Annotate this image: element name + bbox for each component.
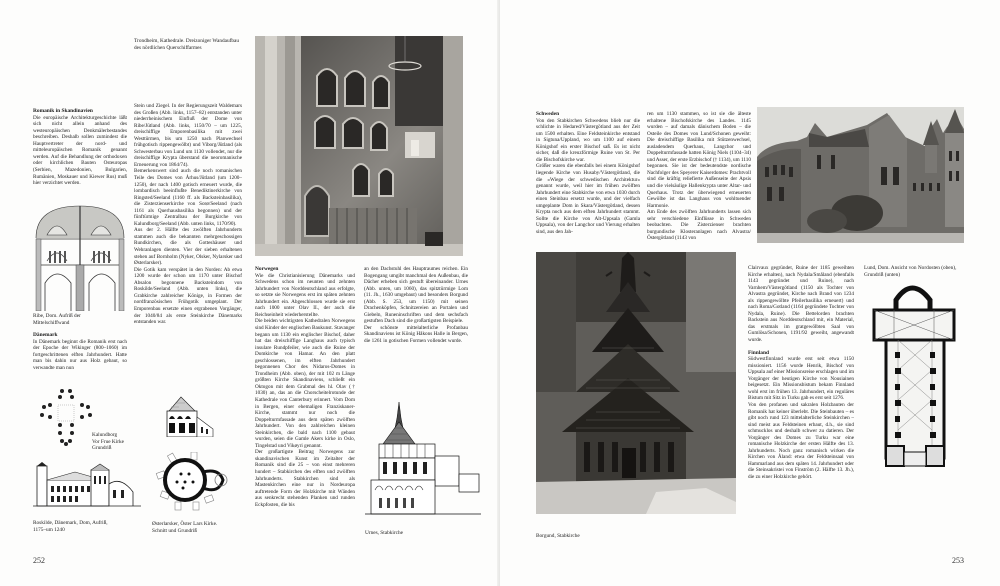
col2-paragraph-4: Die Gotik kam verspätet in den Norden: Ab etwa 1200 wurde der schon um 1170 unter Bischof Absalon begonnene Backsteindom von Roskilde/Seeland (Abb. unten links), die Grabkirche zahlreicher Könige, in Formen der nordfranzösischen Frühgotik umgeplant. Der Emporenbau ersetzte einen ergrabenen Vorgänger, der 1040/84 als erste Steinkirche Dänemarks entstanden war.: [134, 266, 242, 326]
col4-paragraph-2: Der schönste mittelalterliche Profanbau Skandinaviens ist König Håkons Halle in Bergen, die 1261 in gotischen Formen vollendet wurde.: [364, 324, 468, 345]
daenemark-text: In Dänemark beginnt die Romanik erst nach der Epoche der Wikinger (800–1060) im fortgeschrittenen elften Jahrhundert. Hatte man bis dahin nur aus Holz gebaut, so verwandte man nun: [33, 338, 127, 371]
trondheim-cathedral-photo: [255, 36, 463, 256]
col4-text: [364, 266, 468, 345]
col2-paragraph-2: Bemerkenswert sind auch die noch romanischen Teile des Domes von Århus/Jütland (um 1200–1250), der nach 1400 gotisch erneuert wurde, die lombardisch beeinflußte Benediktinerkirche von Ringsted/Seeland (1160 ff. als Backsteinbasilika), die Zisterzienserkirche von Sorø/Seeland (nach 1161 als Querhausbasilika begonnen) und der fünftürmige Zentralbau der Burgkirche von Kalundborg/Seeland (Abb. unten links, 1170/90).: [134, 168, 242, 227]
right-page-253: [500, 0, 1000, 586]
intro-heading: Romanik in Skandinavien: [33, 108, 93, 114]
col2-text: [134, 103, 242, 326]
borgund-caption: Borgund, Stabkirche: [536, 533, 580, 539]
right-col3-paragraph-1: Clairvaux gegründet, Ruine der 1185 geweihten Kirche erhalten), nach Nydala/Småland (ebenfalls 1143 gegründet und Ruine), nach Varnhem/Västergötland (1150 als Tochter von Alvastra gegründet, Kirche nach Brand von 1234 als rippengewölbte Pfeilerbasilika erneuert) und nach Roma/Gotland (1164 gegründete Tochter von Nydala, Ruine). Die Bettelorden brachten Backstein aus Norddeutschland mit, ein Material, das erstmals im gratgewölbten Saal von Gumlösa/Schonen, 1191/92 geweiht, angewandt wurde.: [748, 265, 854, 344]
roskilde-elevation-drawing: [33, 462, 143, 510]
daenemark-heading: Dänemark: [33, 332, 58, 338]
right-col2-text: [647, 111, 751, 242]
norwegen-section: [255, 266, 355, 508]
col2-paragraph-3: Aus der 2. Hälfte des zwölften Jahrhunderts stammen auch die bekannten mehrgeschossigen Rundkirchen, die als Gotteshäuser und Wehranlagen dienten. Vier der sieben erhaltenen stehen auf Bornholm (Nyker, Olsker, Nylarsker und Østerlarsker).: [134, 227, 242, 267]
daenemark-section: [33, 332, 127, 371]
right-col2-paragraph-1: ren um 1130 stammen, so ist sie die älteste erhaltene Bischofskirche des Landes. 1145 wurden – auf damals dänischem Boden – die Osteile des Domes von Lund/Schonen geweiht: Die dreischiffige Basilika mit Stützenwechsel, ausladendem Querhaus, Langchor und Doppelturmfassade hatten König Niels (1104–34) und Asser, der erste Erzbischof († 1134), um 1110 begonnen. Sie ist der bedeutendste nordische Nachfolger des Speyerer Kaiserdomes: Prachtvoll sind die kräftig reliefierte Außenseite der Apsis und die vielsäulige Hallenkrypta unter Altar- und Querhaus. Trotz der überwiegend erneuerten Gewölbe ist das Langhaus von wohltuender Harmonie.: [647, 111, 751, 209]
norwegen-heading: Norwegen: [255, 266, 279, 272]
oesterlarsker-caption: Østerlarsker, Öster Lars Kirke. Schnitt und Grundriß: [152, 521, 218, 534]
norwegen-paragraph-1: Wie die Christianisierung Dänemarks und Schwedens schon im neunten und zehnten Jahrhundert von Norddeutschland aus erfolgte, so setzte sie Norwegens erst im späten zehnten Jahrhundert ein. Abgeschlossen wurde sie erst nach 1000 unter Olav II., der auch die Reichseinheit wiederherstellte.: [255, 272, 355, 318]
oesterlarsker-section-drawing: [155, 395, 220, 437]
norwegen-paragraph-2: Die beiden wichtigsten Kathedralen Norwegens sind Kinder der englischen Baukunst. Stavanger begann um 1130 ein englischer Bischof, daher hat das dreischiffige Langhaus auch typisch insulare Rundpfeiler, wie auch die Ruine der Domkirche von Hamar. An den platt geschlossenen, im elften Jahrhundert begonnenen Chor des Nidaros-Domes in Trondheim (Abb. oben), der mit 102 m Länge größten Kirche Skandinaviens, schließt ein Oktogon mit dem Grabmal des hl. Olav († 1030) an, das an die Chorscheitelrotunde der Kathedrale von Canterbury erinnert. Vom Dom in Bergen, einer ehemaligen Franziskaner-Kirche, stammt nur noch die Doppelturmfassade aus dem späten zwölften Jahrhundert. Von den zahlreichen kleinen Steinkirchen, die bald nach 1100 gebaut wurden, seien die Gamle Akers kirke in Oslo, Tingelstad und Vikøyri genannt.: [255, 318, 355, 449]
urnes-caption: Urnes, Stabkirche: [365, 530, 403, 536]
finnland-heading: Finnland: [748, 349, 769, 356]
norwegen-paragraph-3: Der großartigste Beitrag Norwegens zur skandinavischen Kunst im Zeitalter der Romanik sind die 25 – von einst mehreren hundert – Stabkirchen des elften und zwölften Jahrhunderts. Stabkirchen sind als Mastenkirchen eine nur in Nordeuropa auftretende Form der Holzkirche mit Wänden aus senkrecht stehenden Planken und runden Eckpfosten, die bis: [255, 449, 355, 508]
lund-caption: Lund, Dom. Ansicht von Nordosten (oben), Grundriß (unten): [864, 265, 957, 278]
col4-paragraph-1: an den Dachstuhl des Hauptraumes reichen. Ein Bogengang umgibt manchmal den Außenbau, die Dächer erheben sich gestuft übereinander. Urnes (Abb. unten, um 1060), das spitztürmige Lom (11. Jh., 1630 umgebaut) und besonders Borgund (Abb. S. 253, um 1150) mit seinen Drachenköpfen, Schnitzereien an Portalen und Giebeln, Runeninschriften und dem sechsfach gestuften Dach sind die großartigsten Beispiele.: [364, 266, 468, 325]
ribe-caption: Ribe, Dom. Aufriß der Mittelschiffwand: [33, 313, 81, 326]
col2-paragraph-1: Stein und Ziegel. In der Regierungszeit Waldemars des Großen (Abb. links, 1157–82) entstanden unter niederrheinischem Einfluß der Dome von Ribe/Jütland (Abb. links, 1150/70 – um 1225, dreischiffige Emporenbasilika mit zwei Westtürmen, bis um 1250 nach Planwechsel frühgotisch rippengewölbt) und Viborg/Jütland (als Schwesterbau von Lund um 1130 vollendet, nur die dreischiffige Krypta überstand die neoromanische Erneuerung von 1864/74).: [134, 103, 242, 168]
schweden-section: [536, 111, 640, 235]
urnes-elevation-drawing: [365, 398, 483, 522]
schweden-paragraph-1: Von den Stabkirchen Schwedens blieb nur die schlichte in Hedared/Västergötland aus der Zeit um 1500 erhalten. Eine Feldsteinkirche entstand in Sigtuna/Uppland, wo um 1100 auf einem Königshof ein erster Bischof saß. Es ist nicht sicher, daß die kreuzförmige Ruine von St. Per die Bischofskirche war.: [536, 117, 640, 163]
roskilde-caption: Roskilde, Dänemark, Dom, Aufriß, 1175–um 1240: [33, 520, 108, 533]
right-col2-paragraph-2: Am Ende des zwölften Jahrhunderts lassen sich sehr verschiedene Einflüsse in Schweden beobachten. Die Zisterzienser brachten burgundische Klosteranlagen nach Alvastra/Östergötland (1143 von: [647, 209, 751, 242]
lund-cathedral-photo: [757, 107, 964, 243]
page-number-left: 252: [33, 556, 45, 565]
intro-text: Die europäische Architekturgeschichte läßt sich nicht allein anhand des westeuropäischen Denkmälerbestandes beschreiben. Deshalb sollen zumindest die Hauptvertreter der nord- und mitteleuropäischen Romanik genannt werden. Auf die Behandlung der orthodoxen oder kirchlichen Bauten Osteuropas (Serbien, Mazedonien, Bulgarien, Rumänien, Moskauer und Kiewer Rus) muß hier verzichtet werden.: [33, 114, 127, 187]
oesterlarsker-floorplan-drawing: [155, 452, 230, 512]
finnland-paragraph-2: Von den profanen und sakralen Holzbauten der Romanik hat keiner überlebt. Die Steinbauten – es gibt noch rund 123 mittelalterliche Steinkirchen – sind meist aus Feldsteinen erbaut, d.h., sie sind schmucklos und deshalb schwer zu datieren. Der Vorgänger des Domes zu Turku war eine romanische Holzkirche der ersten Hälfte des 13. Jahrhunderts. Noch ganz romanisch wirken die Kirchen von Åland: etwa der Feldsteinsaal von Hammarland aus dem späten 14. Jahrhundert oder die Steinsakristei von Finström (2. Hälfte 13. Jh.), die zu einer Holzkirche gehört.: [748, 401, 854, 480]
right-col3-text: [748, 265, 854, 481]
trondheim-caption: Trondheim, Kathedrale. Dreizoniger Wandaufbau des nördlichen Querschiffarmes: [134, 38, 240, 51]
borgund-stave-church-photo: [536, 252, 736, 514]
schweden-heading: Schweden: [536, 111, 560, 117]
page-number-right: 253: [952, 556, 964, 565]
intro-section: [33, 108, 127, 187]
ribe-elevation-drawing: [33, 203, 127, 311]
lund-floorplan-drawing: [868, 282, 958, 482]
schweden-paragraph-2: Größer waren die ebenfalls bei einem Königshof liegende Kirche von Husaby/Västergötland, die die »Wiege der schwedischen Architektur« genannt wurde, weil hier im frühen zwölften Jahrhundert eine Stabkirche von etwa 1030 durch einen Steinbau ersetzt wurde, und der vielfach umgeplante Dom in Skara/Västergötland, dessen Krypta noch aus dem elften Jahrhundert stammt. Sollte die Kirche von Alt-Uppsala (Gamla Uppsala), von der Langchor und Vierung erhalten sind, aus den Jah-: [536, 163, 640, 235]
finnland-paragraph-1: Südwestfinnland wurde erst seit etwa 1150 missioniert. 1156 wurde Henrik, Bischof von Uppsala auf einer Missionsreise erschlagen und im Vorgänger der heutigen Kirche von Nousiainen beigesetzt. Ein Missionsbistum bekam Finnland wohl erst im frühen 13. Jahrhundert, ein reguläres Bistum mit Sitz in Turku gab es erst seit 1276.: [748, 356, 854, 402]
kalundborg-floorplan-drawing: [38, 387, 96, 447]
kalundborg-caption: Kalundborg Vor Frue Kirke Grundriß: [92, 432, 124, 452]
